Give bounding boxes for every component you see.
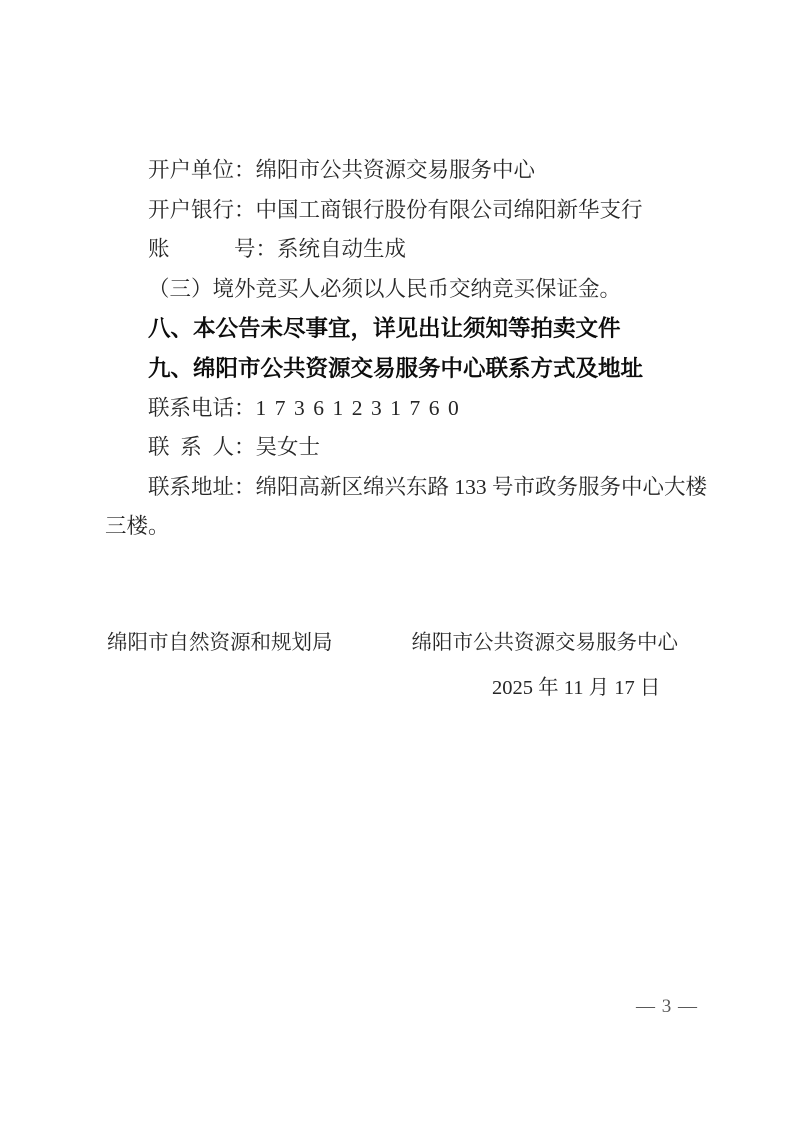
- phone-label: 联系电话：: [148, 395, 256, 420]
- section-eight-heading: 八、本公告未尽事宜，详见出让须知等拍卖文件: [148, 316, 621, 342]
- bank-line: 开户银行：中国工商银行股份有限公司绵阳新华支行: [148, 197, 643, 222]
- page-number: — 3 —: [636, 996, 698, 1017]
- clause-three-line: （三）境外竞买人必须以人民币交纳竞买保证金。: [148, 276, 622, 301]
- phone-line: [105, 389, 765, 429]
- address-line-2: 三楼。: [105, 514, 170, 539]
- section-nine-heading: 九、绵阳市公共资源交易服务中心联系方式及地址: [148, 355, 644, 381]
- issue-date: 2025 年 11 月 17 日: [492, 677, 661, 699]
- body-text-block: [105, 151, 765, 547]
- issuer-right-org: 绵阳市公共资源交易服务中心: [411, 632, 678, 654]
- address-line-1: 联系地址：绵阳高新区绵兴东路 133 号市政务服务中心大楼: [148, 474, 708, 499]
- account-number-line: 账 号：系统自动生成: [148, 237, 407, 262]
- signature-row: [107, 621, 678, 666]
- contact-person-line: 联 系 人：吴女士: [148, 435, 321, 460]
- issuer-left-org: 绵阳市自然资源和规划局: [107, 632, 333, 654]
- account-holder-line: 开户单位：绵阳市公共资源交易服务中心: [148, 158, 536, 182]
- signature-block: [107, 621, 678, 711]
- phone-number: 17361231760: [255, 395, 468, 420]
